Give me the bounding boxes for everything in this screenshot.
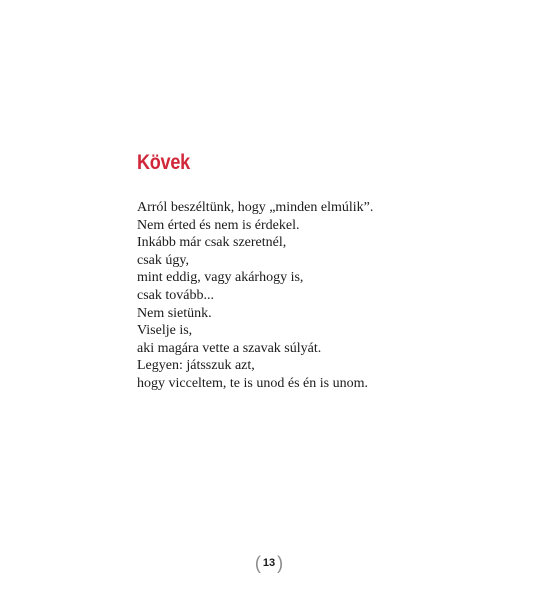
poem-line: aki magára vette a szavak súlyát. — [137, 340, 322, 356]
page-number-value: 13 — [262, 557, 276, 569]
page-number — [254, 552, 284, 574]
poem-line: mint eddig, vagy akárhogy is, — [137, 270, 304, 286]
poem-line: Legyen: játsszuk azt, — [137, 358, 255, 374]
poem-line: Viselje is, — [137, 323, 193, 339]
poem-line: Inkább már csak szeretnél, — [137, 235, 287, 251]
poem-body — [137, 199, 373, 393]
poem-title: Kövek — [137, 151, 190, 174]
poem-line: Nem érted és nem is érdekel. — [137, 217, 300, 233]
right-paren-ornament: ) — [277, 553, 284, 573]
poem-line: csak úgy, — [137, 252, 189, 268]
poem-line: Arról beszéltünk, hogy „minden elmúlik”. — [137, 200, 374, 215]
poem-line: csak tovább... — [137, 287, 214, 303]
left-paren-ornament: ( — [254, 553, 261, 573]
poem-line: hogy vicceltem, te is unod és én is unom. — [137, 375, 368, 391]
poem-line: Nem sietünk. — [137, 305, 212, 321]
